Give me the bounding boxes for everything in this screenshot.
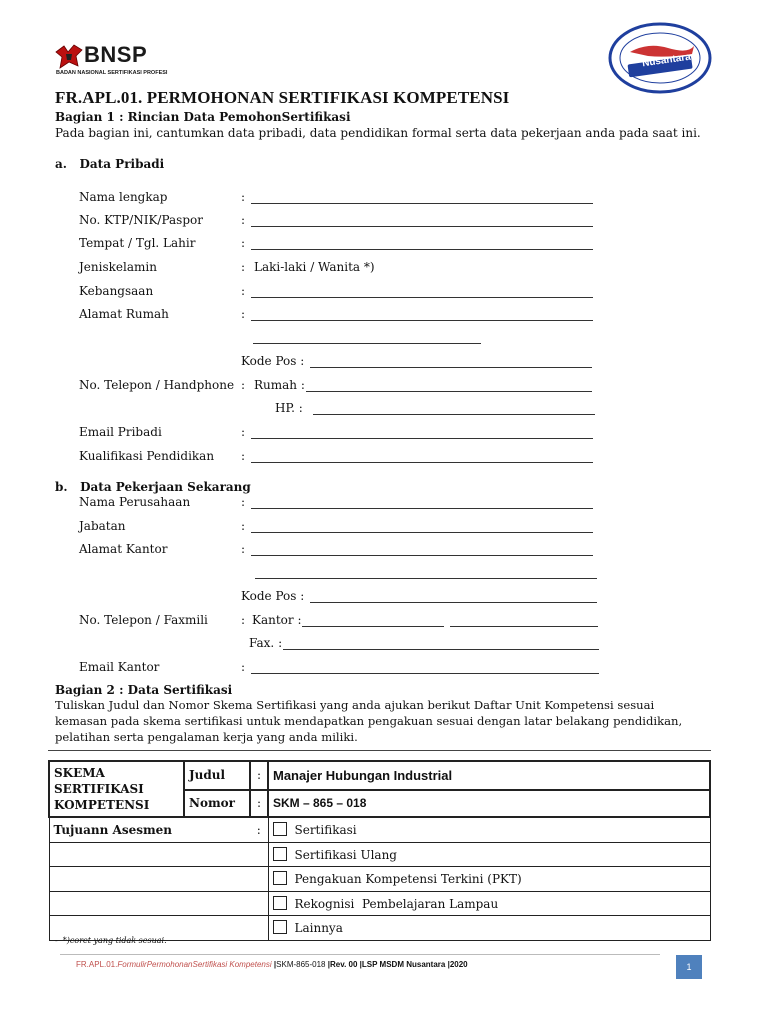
perusahaan-field[interactable] xyxy=(251,508,593,509)
footer-rev: Rev. 00 xyxy=(329,960,358,969)
kantor-field[interactable] xyxy=(302,626,444,627)
option-label: Sertifikasi xyxy=(294,823,357,838)
seal-text: Nusantara xyxy=(641,51,692,70)
fax-field[interactable] xyxy=(283,649,599,650)
kodepos2-label: Kode Pos : xyxy=(241,589,305,603)
nomor-value[interactable]: SKM – 865 – 018 xyxy=(268,790,710,817)
divider xyxy=(48,750,711,751)
kualifikasi-label: Kualifikasi Pendidikan xyxy=(79,449,215,463)
perusahaan-label: Nama Perusahaan xyxy=(79,495,191,509)
checkbox-icon[interactable] xyxy=(273,920,287,934)
jk-label: Jeniskelamin xyxy=(79,260,157,274)
judul-label: Judul xyxy=(184,761,250,790)
kantor-field-2[interactable] xyxy=(450,626,598,627)
option-label: Sertifikasi Ulang xyxy=(294,847,397,862)
perusahaan-colon: : xyxy=(241,495,246,509)
jk-colon: : xyxy=(241,260,246,274)
option-sertifikasi[interactable] xyxy=(268,817,710,842)
rumah-label: Rumah : xyxy=(254,378,305,392)
skema-label-3: KOMPETENSI xyxy=(54,798,150,812)
alamat-colon: : xyxy=(241,307,246,321)
page-title: FR.APL.01. PERMOHONAN SERTIFIKASI KOMPETENSI xyxy=(55,88,510,107)
nomor-colon: : xyxy=(250,790,268,817)
bagian2-line2: kemasan pada skema sertifikasi untuk mendapatkan pengakuan sesuai dengan latar belakang pendidikan, xyxy=(55,714,683,728)
ktp-label: No. KTP/NIK/Paspor xyxy=(79,213,203,227)
tujuan-label: Tujuann Asesmen xyxy=(49,817,250,842)
option-label: Lainnya xyxy=(294,921,343,935)
email-kantor-colon: : xyxy=(241,660,246,674)
tujuan-colon: : xyxy=(250,817,268,842)
hp-field[interactable] xyxy=(313,414,595,415)
nama-field[interactable] xyxy=(251,203,593,204)
bagian2-line1: Tuliskan Judul dan Nomor Skema Sertifikasi yang anda ajukan berikut Daftar Unit Kompetensi sesuai xyxy=(55,698,655,712)
skema-label-cell xyxy=(49,761,184,817)
footer-desc: FormulirPermohonanSertifikasi Kompetensi xyxy=(117,960,272,969)
alamat-kantor-field[interactable] xyxy=(251,555,593,556)
hp-label: HP. : xyxy=(275,401,303,415)
telp-fax-colon: : xyxy=(241,613,246,627)
kualifikasi-field[interactable] xyxy=(251,462,593,463)
checkbox-icon[interactable] xyxy=(273,896,287,910)
footer-org: LSP MSDM Nusantara xyxy=(361,960,446,969)
footer-text: FR.APL.01.FormulirPermohonanSertifikasi Kompetensi |SKM-865-018 |Rev. 00 |LSP MSDM Nusantara |2020 xyxy=(76,960,468,969)
empty-cell xyxy=(49,891,268,915)
jabatan-field[interactable] xyxy=(251,532,593,533)
kebangsaan-label: Kebangsaan xyxy=(79,284,154,298)
footer-year: 2020 xyxy=(449,960,468,969)
alamat-field-2[interactable] xyxy=(253,343,481,344)
kebangsaan-field[interactable] xyxy=(251,297,593,298)
kodepos-field[interactable] xyxy=(310,367,592,368)
skema-label-2: SERTIFIKASI xyxy=(54,782,144,796)
ktp-field[interactable] xyxy=(251,226,593,227)
nama-colon: : xyxy=(241,190,246,204)
checkbox-icon[interactable] xyxy=(273,822,287,836)
jk-value[interactable]: Laki-laki / Wanita *) xyxy=(254,260,375,274)
option-label: Pengakuan Kompetensi Terkini (PKT) xyxy=(294,872,522,886)
footnote: - *)coret yang tidak sesuai. xyxy=(55,936,167,945)
kebangsaan-colon: : xyxy=(241,284,246,298)
jabatan-label: Jabatan xyxy=(79,519,126,533)
checkbox-icon[interactable] xyxy=(273,847,287,861)
email-colon: : xyxy=(241,425,246,439)
alamat-label: Alamat Rumah xyxy=(79,307,169,321)
section-b-heading: b. Data Pekerjaan Sekarang xyxy=(55,480,251,494)
fax-label: Fax. : xyxy=(249,636,283,650)
alamat-field[interactable] xyxy=(251,320,593,321)
option-sertifikasi-ulang[interactable] xyxy=(268,842,710,866)
skema-table xyxy=(48,760,711,941)
bagian2-line3: pelatihan serta pengalaman kerja yang anda miliki. xyxy=(55,730,358,744)
judul-value[interactable]: Manajer Hubungan Industrial xyxy=(268,761,710,790)
email-kantor-label: Email Kantor xyxy=(79,660,160,674)
telepon-colon: : xyxy=(241,378,246,392)
ktp-colon: : xyxy=(241,213,246,227)
telp-fax-label: No. Telepon / Faxmili xyxy=(79,613,208,627)
nama-label: Nama lengkap xyxy=(79,190,168,204)
lsp-seal-logo xyxy=(608,22,712,94)
bagian2-heading: Bagian 2 : Data Sertifikasi xyxy=(55,683,233,697)
bnsp-logo-text: BNSP xyxy=(84,42,148,67)
email-kantor-field[interactable] xyxy=(251,673,599,674)
email-label: Email Pribadi xyxy=(79,425,162,439)
empty-cell xyxy=(49,842,268,866)
garuda-icon xyxy=(54,42,84,72)
ttl-colon: : xyxy=(241,236,246,250)
page-number: 1 xyxy=(676,955,702,979)
option-label: Rekognisi Pembelajaran Lampau xyxy=(294,896,499,911)
footer-divider xyxy=(60,954,660,955)
nomor-label: Nomor xyxy=(184,790,250,817)
alamat-kantor-field-2[interactable] xyxy=(255,578,597,579)
bagian1-intro: Pada bagian ini, cantumkan data pribadi, data pendidikan formal serta data pekerjaan anda pada saat ini. xyxy=(55,126,701,140)
kantor-label: Kantor : xyxy=(252,613,302,627)
alamat-kantor-label: Alamat Kantor xyxy=(79,542,168,556)
bnsp-logo-subtitle: BADAN NASIONAL SERTIFIKASI PROFESI xyxy=(56,70,168,76)
bagian1-heading: Bagian 1 : Rincian Data PemohonSertifikasi xyxy=(55,110,351,124)
footer-code: FR.APL.01. xyxy=(76,960,118,969)
skema-label-1: SKEMA xyxy=(54,766,105,780)
kualifikasi-colon: : xyxy=(241,449,246,463)
option-rpl[interactable] xyxy=(268,891,710,915)
bnsp-logo xyxy=(54,40,168,82)
jabatan-colon: : xyxy=(241,519,246,533)
option-pkt[interactable] xyxy=(268,866,710,891)
option-lainnya[interactable] xyxy=(268,915,710,940)
judul-colon: : xyxy=(250,761,268,790)
footer-ref: SKM-865-018 xyxy=(276,960,326,969)
kodepos-label: Kode Pos : xyxy=(241,354,305,368)
ttl-label: Tempat / Tgl. Lahir xyxy=(79,236,196,250)
rumah-field[interactable] xyxy=(306,391,592,392)
kodepos2-field[interactable] xyxy=(310,602,597,603)
telepon-label: No. Telepon / Handphone xyxy=(79,378,235,392)
section-a-heading: a. Data Pribadi xyxy=(55,157,165,171)
checkbox-icon[interactable] xyxy=(273,871,287,885)
empty-cell xyxy=(49,866,268,891)
alamat-kantor-colon: : xyxy=(241,542,246,556)
email-field[interactable] xyxy=(251,438,593,439)
ttl-field[interactable] xyxy=(251,249,593,250)
